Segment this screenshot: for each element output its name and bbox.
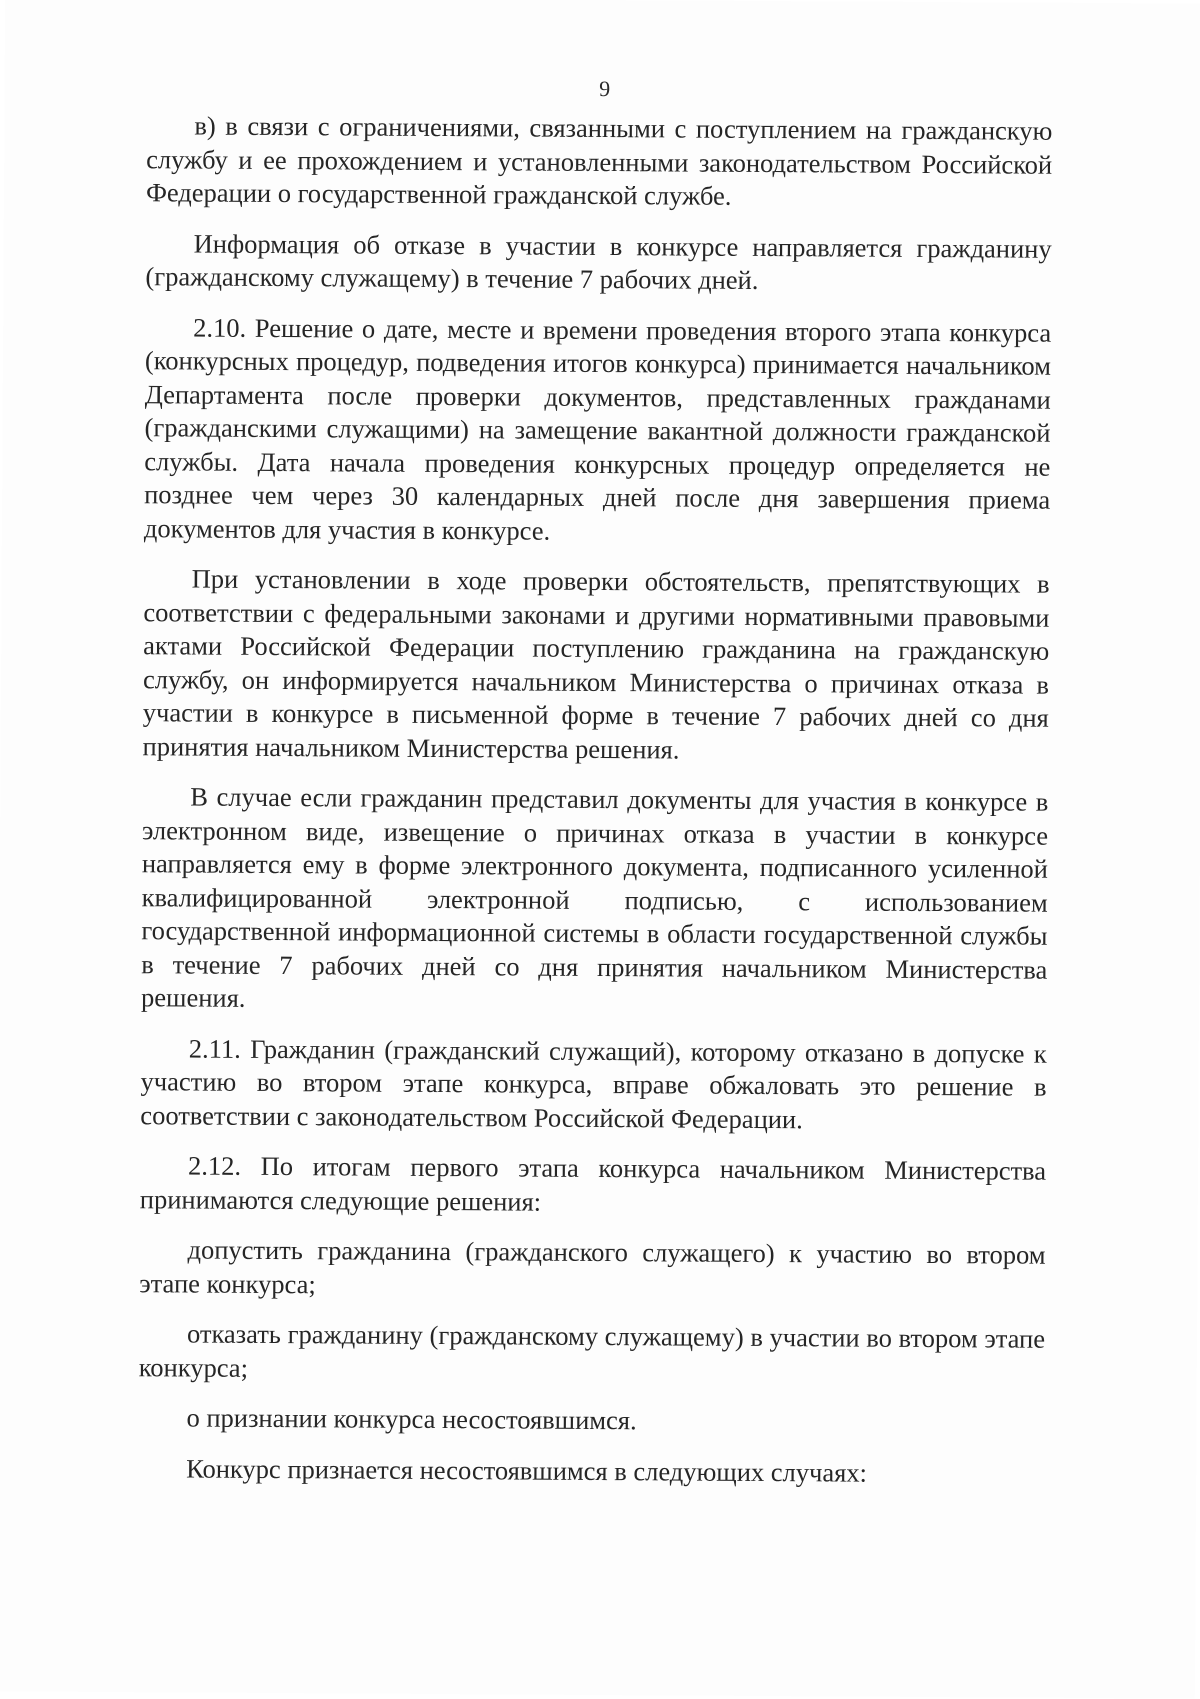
paragraph-2: Информация об отказе в участии в конкурсе направляется гражданину (гражданскому служащему) в течение 7 рабочих дней. [145, 228, 1052, 295]
document-body [138, 109, 1052, 1508]
paragraph-2-12: 2.12. По итогам первого этапа конкурса начальником Министерства принимаются следующие решения: [139, 1150, 1047, 1217]
page-number: 9 [599, 75, 611, 102]
paragraph-1: в) в связи с ограничениями, связанными с поступлением на гражданскую службу и ее прохождением и установленными законодательством Российской Федерации о государственной гражданской службе. [145, 110, 1053, 211]
decision-option-admit: допустить гражданина (гражданского служащего) к участию во втором этапе конкурса; [139, 1234, 1046, 1299]
paragraph-last: Конкурс признается несостоявшимся в следующих случаях: [186, 1452, 868, 1488]
paragraph-4: При установлении в ходе проверки обстоятельств, препятствующих в соответствии с федеральными законами и другими нормативными правовыми актами Российской Федерации поступлению гражданина на гражданскую службу, он информируется начальником Министерства о причинах отказа в участии в конкурсе в письменной форме в течение 7 рабочих дней со дня принятия начальником Министерства решения. [142, 563, 1050, 764]
decision-option-failed: о признании конкурса несостоявшимся. [186, 1402, 637, 1436]
paragraph-5: В случае если гражданин представил документы для участия в конкурсе в электронном виде, извещение о причинах отказа в участии в конкурсе направляется ему в форме электронного документа, подписанного усиленной квалифицированной электронной подписью, с использованием государственной информационной системы в области государственной службы в течение 7 рабочих дней со дня принятия начальником Министерства решения. [140, 781, 1049, 1013]
decision-option-refuse: отказать гражданину (гражданскому служащему) в участии во втором этапе конкурса; [138, 1318, 1046, 1383]
paragraph-2-11: 2.11. Гражданин (гражданский служащий), которому отказано в допуске к участию во втором этапе конкурса, вправе обжаловать это решение в соответствии с законодательством Российской Федерации. [140, 1032, 1047, 1134]
paragraph-2-10: 2.10. Решение о дате, месте и времени проведения второго этапа конкурса (конкурсных процедур, подведения итогов конкурса) принимается начальником Департамента после проверки документов, представленных гражданами (гражданскими служащими) на замещение вакантной должности гражданской службы. Дата начала проведения конкурсных процедур определяется не позднее чем через 30 календарных дней после дня завершения приема документов для участия в конкурсе. [143, 312, 1052, 546]
